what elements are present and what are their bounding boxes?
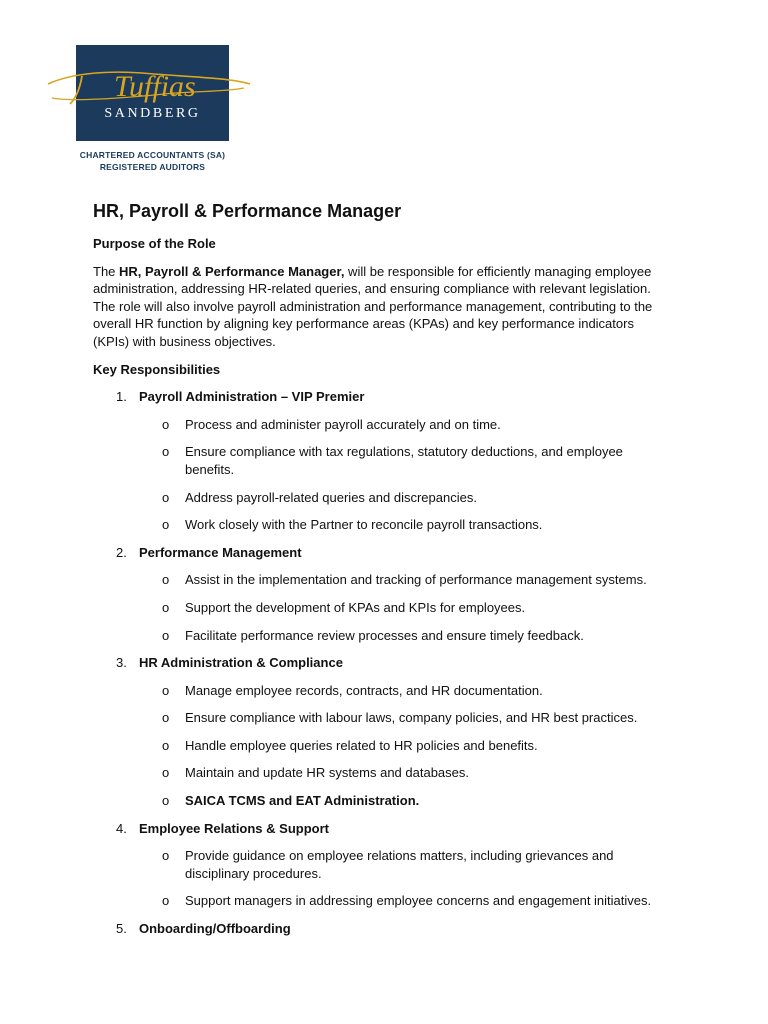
list-item-text: Manage employee records, contracts, and HR documentation. xyxy=(185,682,543,698)
responsibility-section xyxy=(93,544,673,644)
logo-script-signature xyxy=(44,58,254,108)
list-item xyxy=(139,737,673,755)
logo-name: SANDBERG xyxy=(104,106,201,121)
section-title: Performance Management xyxy=(139,544,302,560)
list-item xyxy=(139,627,673,645)
purpose-prefix: The xyxy=(93,263,120,279)
bullet-icon: o xyxy=(162,489,170,505)
list-item xyxy=(139,516,673,534)
purpose-paragraph xyxy=(93,263,673,351)
list-item-text: Facilitate performance review processes and ensure timely feedback. xyxy=(185,627,584,643)
list-item-text: Ensure compliance with labour laws, company policies, and HR best practices. xyxy=(185,710,638,726)
list-item-text: Address payroll-related queries and discrepancies. xyxy=(185,489,477,505)
list-item xyxy=(139,416,673,434)
section-bullets xyxy=(139,416,673,534)
bullet-icon: o xyxy=(162,572,170,588)
document-title: HR, Payroll & Performance Manager xyxy=(93,201,402,221)
list-item-text: Work closely with the Partner to reconcile payroll transactions. xyxy=(185,517,543,533)
section-bullets xyxy=(139,571,673,644)
bullet-icon: o xyxy=(162,444,170,460)
section-number: 1. xyxy=(116,389,127,405)
list-item xyxy=(139,709,673,727)
list-item xyxy=(139,682,673,700)
section-number: 4. xyxy=(116,820,127,836)
bullet-icon: o xyxy=(162,765,170,781)
section-title: Employee Relations & Support xyxy=(139,820,329,836)
section-title: HR Administration & Compliance xyxy=(139,655,343,671)
logo-subtitle-line1: CHARTERED ACCOUNTANTS (SA) xyxy=(79,150,226,160)
list-item xyxy=(139,792,673,810)
list-item-text: SAICA TCMS and EAT Administration. xyxy=(185,793,420,809)
list-item xyxy=(139,443,673,478)
logo-subtitle-line2: REGISTERED AUDITORS xyxy=(99,162,206,172)
bullet-icon: o xyxy=(162,416,170,432)
bullet-icon: o xyxy=(162,517,170,533)
list-item-text: Maintain and update HR systems and databases. xyxy=(185,765,470,781)
responsibilities-list xyxy=(93,388,673,937)
purpose-text: will be responsible for efficiently managing employee administration, addressing HR-related queries, and ensuring compliance with relevant legislation. The role will also involve payroll administration and performance management, contributing to the overall HR function by aligning key performance areas (KPAs) and key performance indicators (KPIs) with business objectives. xyxy=(93,263,653,349)
responsibility-section xyxy=(93,654,673,810)
bullet-icon: o xyxy=(162,627,170,643)
section-number: 3. xyxy=(116,655,127,671)
list-item-text: Support managers in addressing employee concerns and engagement initiatives. xyxy=(185,893,652,909)
bullet-icon: o xyxy=(162,893,170,909)
responsibility-section xyxy=(93,820,673,910)
list-item xyxy=(139,571,673,589)
purpose-heading: Purpose of the Role xyxy=(93,236,216,251)
list-item-text: Assist in the implementation and tracking of performance management systems. xyxy=(185,572,647,588)
logo-subtitle xyxy=(70,149,235,173)
responsibility-section xyxy=(93,388,673,534)
list-item xyxy=(139,599,673,617)
list-item-text: Handle employee queries related to HR policies and benefits. xyxy=(185,737,538,753)
section-title: Payroll Administration – VIP Premier xyxy=(139,389,365,405)
section-number: 5. xyxy=(116,921,127,937)
section-number: 2. xyxy=(116,544,127,560)
section-title: Onboarding/Offboarding xyxy=(139,921,291,937)
list-item xyxy=(139,892,673,910)
list-item xyxy=(139,847,673,882)
list-item-text: Provide guidance on employee relations matters, including grievances and disciplinary procedures. xyxy=(185,848,614,881)
list-item xyxy=(139,764,673,782)
list-item-text: Process and administer payroll accurately and on time. xyxy=(185,416,501,432)
section-bullets xyxy=(139,847,673,910)
responsibility-section xyxy=(93,920,673,938)
bullet-icon: o xyxy=(162,737,170,753)
logo-script-text: Tuffias xyxy=(114,70,196,103)
section-bullets xyxy=(139,682,673,810)
bullet-icon: o xyxy=(162,848,170,864)
bullet-icon: o xyxy=(162,710,170,726)
purpose-role-name: HR, Payroll & Performance Manager, xyxy=(119,263,345,279)
list-item-text: Support the development of KPAs and KPIs for employees. xyxy=(185,599,526,615)
responsibilities-heading: Key Responsibilities xyxy=(93,361,221,377)
bullet-icon: o xyxy=(162,682,170,698)
bullet-icon: o xyxy=(162,599,170,615)
list-item-text: Ensure compliance with tax regulations, statutory deductions, and employee benefits. xyxy=(185,444,623,477)
document-body xyxy=(93,200,673,948)
list-item xyxy=(139,489,673,507)
bullet-icon: o xyxy=(162,793,170,809)
